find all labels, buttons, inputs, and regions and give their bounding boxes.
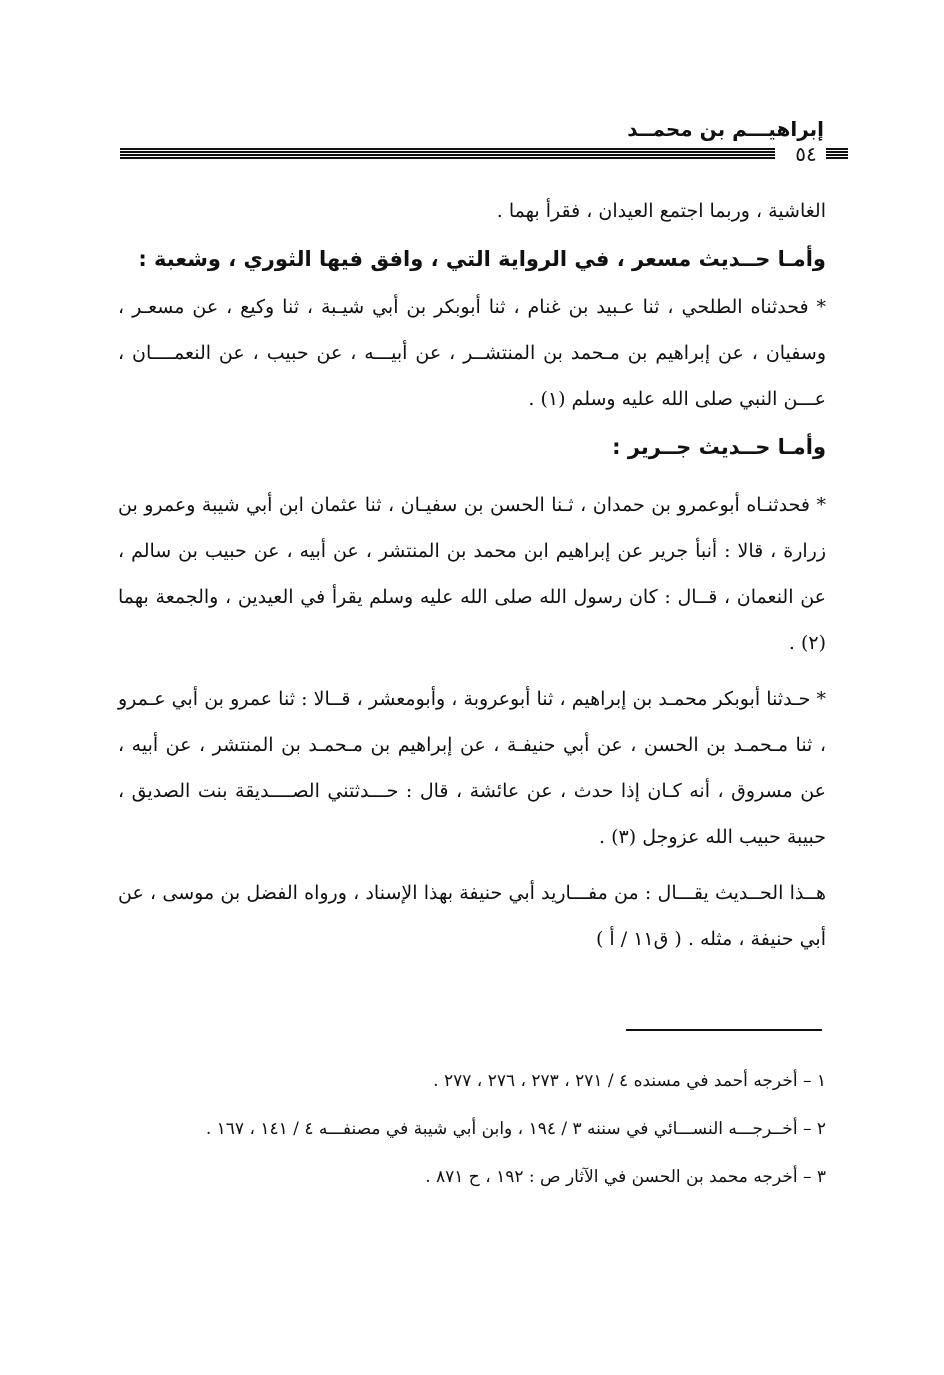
paragraph-2: * فحدثناه الطلحي ، ثنا عـبيد بن غنام ، ثنا أبوبكر بن أبي شيـبة ، ثنا وكيع ، عن مسعـر ، وسفيان ، عن إبراهيم بن مـحمد بن المنتشــر ، عن أبيـــه ، عن حبيب ، عن النعمــــان ، عـــن النبي صلى الله عليه وسلم (١) . — [118, 296, 826, 410]
paragraph-4: * حـدثنا أبوبكر محمـد بن إبراهيم ، ثنا أبوعروبة ، وأبومعشر ، قــالا : ثنا عمرو بن أبي عـمرو ، ثنا مـحمـد بن الحسن ، عن أبي حنيفـة ، عن إبراهيم بن مـحمـد بن المنتشر ، عن أبيه ، عن مسروق ، أنه كـان إذا حدث ، عن عائشة ، قال : حـــدثتني الصــــديقة بنت الصديق ، حبيبة حبيب الله عزوجل (٣) . — [118, 688, 826, 848]
page-number: ٥٤ — [795, 142, 817, 166]
footnote-separator — [626, 1029, 822, 1031]
footnote-1: ١ – أخرجه أحمد في مسنده ٤ / ٢٧١ ، ٢٧٣ ، ٢٧٦ ، ٢٧٧ . — [433, 1071, 826, 1091]
main-text — [118, 188, 826, 962]
section-heading-mis-ar: وأمـا حــديث مسعر ، في الرواية التي ، وافق فيها الثوري ، وشعبة : — [138, 247, 826, 271]
footnote-3: ٣ – أخرجه محمد بن الحسن في الآثار ص : ١٩٢ ، ح ٨٧١ . — [425, 1167, 826, 1187]
header-end-bar — [826, 148, 848, 160]
header-rule — [120, 148, 775, 160]
running-header-title: إبراهيـــم بن محمــد — [627, 117, 824, 141]
section-heading-jarir: وأمـا حــديث جــرير : — [612, 435, 826, 459]
footnotes — [118, 1062, 826, 1206]
footnote-2: ٢ – أخــرجـــه النســـائي في سننه ٣ / ١٩٤ ، وابن أبي شيبة في مصنفـــه ٤ / ١٤١ ، ١٦٧ . — [205, 1119, 826, 1139]
paragraph-3: * فحدثنـاه أبوعمرو بن حمدان ، ثـنا الحسن بن سفيـان ، ثنا عثمان ابن أبي شيبة وعمرو بن زرارة ، قالا : أنبأ جرير عن إبراهيم ابن محمد بن المنتشر ، عن أبيه ، عن حبيب بن سالم ، عن النعمان ، قــال : كان رسول الله صلى الله عليه وسلم يقرأ في العيدين ، والجمعة بهما (٢) . — [118, 494, 826, 654]
paragraph-1: الغاشية ، وربما اجتمع العيدان ، فقرأ بهما . — [496, 200, 826, 222]
paragraph-5: هــذا الحــديث يقـــال : من مفـــاريد أبي حنيفة بهذا الإسناد ، ورواه الفضل بن موسى ، عن أبي حنيفة ، مثله . ( ق١١ / أ ) — [118, 882, 826, 950]
